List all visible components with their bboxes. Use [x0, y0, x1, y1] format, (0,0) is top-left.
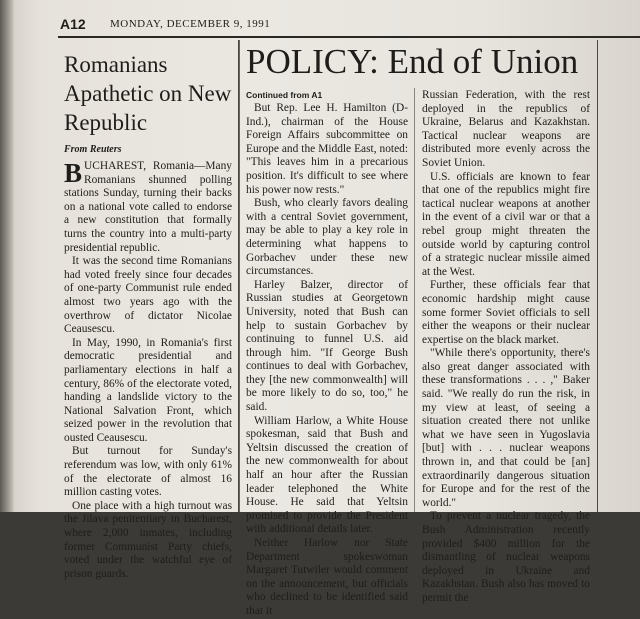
continued-from-label: Continued from A1 — [246, 90, 323, 100]
article-paragraph: In May, 1990, in Romania's first democratic presidential and parliamentary elections in half a century, 86% of the electorate voted, handing a landslide victory to the National Salvation Front, which seized power in the revolution that ousted Ceausescu. — [64, 336, 232, 444]
article-headline: Romanians Apathetic on New Republic — [64, 52, 232, 135]
main-article-column-2 — [422, 89, 590, 606]
article-paragraph: Further, these officials fear that economic hardship might cause some former Soviet officials to sell either the weapons or their nuclear expertise on the black market. — [422, 279, 590, 346]
article-paragraph: But Rep. Lee H. Hamilton (D-Ind.), chairman of the House Foreign Affairs subcommittee on Europe and the Middle East, noted: "This leaves him in a precarious position. It's difficult to see where his power now rests." — [246, 102, 408, 196]
article-paragraph: Harley Balzer, director of Russian studies at Georgetown University, noted that Bush can help to sustain Gorbachev by continuing to funnel U.S. aid through him. "If George Bush continues to deal with Gorbachev, they [the new commonwealth] will be more likely to do so, too," he said. — [246, 278, 408, 414]
column-divider — [414, 88, 415, 512]
article-paragraph: Russian Federation, with the rest deployed in the republics of Ukraine, Belarus and Kazakhstan. Tactical nuclear weapons are distributed more evenly across the Soviet Union. — [422, 89, 590, 169]
main-headline: POLICY: End of Union — [246, 42, 579, 81]
page-header — [60, 16, 640, 36]
main-article-column-1 — [246, 89, 408, 619]
article-paragraph: "While there's opportunity, there's also great danger associated with these transformations . . . ," Baker said. "We really do run the risk, in my view at least, of seeing a situation created there not unlike what we have seen in Yugoslavia [but] with . . . nuclear weapons thrown in, and that could be [an] extraordinarily dangerous situation for Europe and for the rest of the world." — [422, 347, 590, 509]
header-rule — [58, 36, 640, 38]
article-paragraph: But turnout for Sunday's referendum was low, with only 61% of the electorate of almost 16 million casting votes. — [64, 445, 232, 499]
page-number: A12 — [60, 16, 86, 32]
article-paragraph: To prevent a nuclear tragedy, the Bush Administration recently provided $400 million for the dismantling of nuclear weapons deployed in Ukraine and Kazakhstan. Bush also has moved to permit the — [422, 510, 590, 604]
article-byline: From Reuters — [64, 144, 122, 155]
left-article-body — [64, 160, 232, 581]
article-paragraph: Neither Harlow nor State Department spokeswoman Margaret Tutwiler would comment on the announcement, but officials who declined to be identified said that it — [246, 537, 408, 617]
column-divider — [239, 40, 240, 512]
article-paragraph: BUCHAREST, Romania—Many Romanians shunned polling stations Sunday, turning their backs on a national vote called to endorse a new constitution that formally turns the country into a multi-party presidential republic. — [64, 158, 232, 254]
page-edge-shadow — [0, 0, 14, 512]
date-line: MONDAY, DECEMBER 9, 1991 — [110, 18, 271, 30]
article-paragraph: William Harlow, a White House spokesman, said that Bush and Yeltsin discussed the creation of the new commonwealth for about half an hour after the Russian leader telephoned the White House. He said that Yeltsin promised to provide the President with additional details later. — [246, 414, 408, 536]
article-paragraph: It was the second time Romanians had voted freely since four decades of one-party Communist rule ended almost two years ago with the overthrow of dictator Nicolae Ceausescu. — [64, 255, 232, 336]
article-paragraph: U.S. officials are known to fear that one of the republics might fire tactical nuclear weapons at another in the event of a civil war or that a rebel group might threaten the outside world by capturing control of a strategic nuclear missile aimed at the West. — [422, 170, 590, 278]
article-paragraph: One place with a high turnout was the Jilava penitentiary in Bucharest, where 2,000 inmates, including former Communist Party chiefs, voted under the watchful eye of prison guards. — [64, 499, 232, 580]
column-divider — [597, 40, 598, 512]
article-paragraph: Bush, who clearly favors dealing with a central Soviet government, may be able to play a key role in determining what happens to Gorbachev under these new circumstances. — [246, 197, 408, 278]
drop-cap: B — [64, 158, 83, 188]
